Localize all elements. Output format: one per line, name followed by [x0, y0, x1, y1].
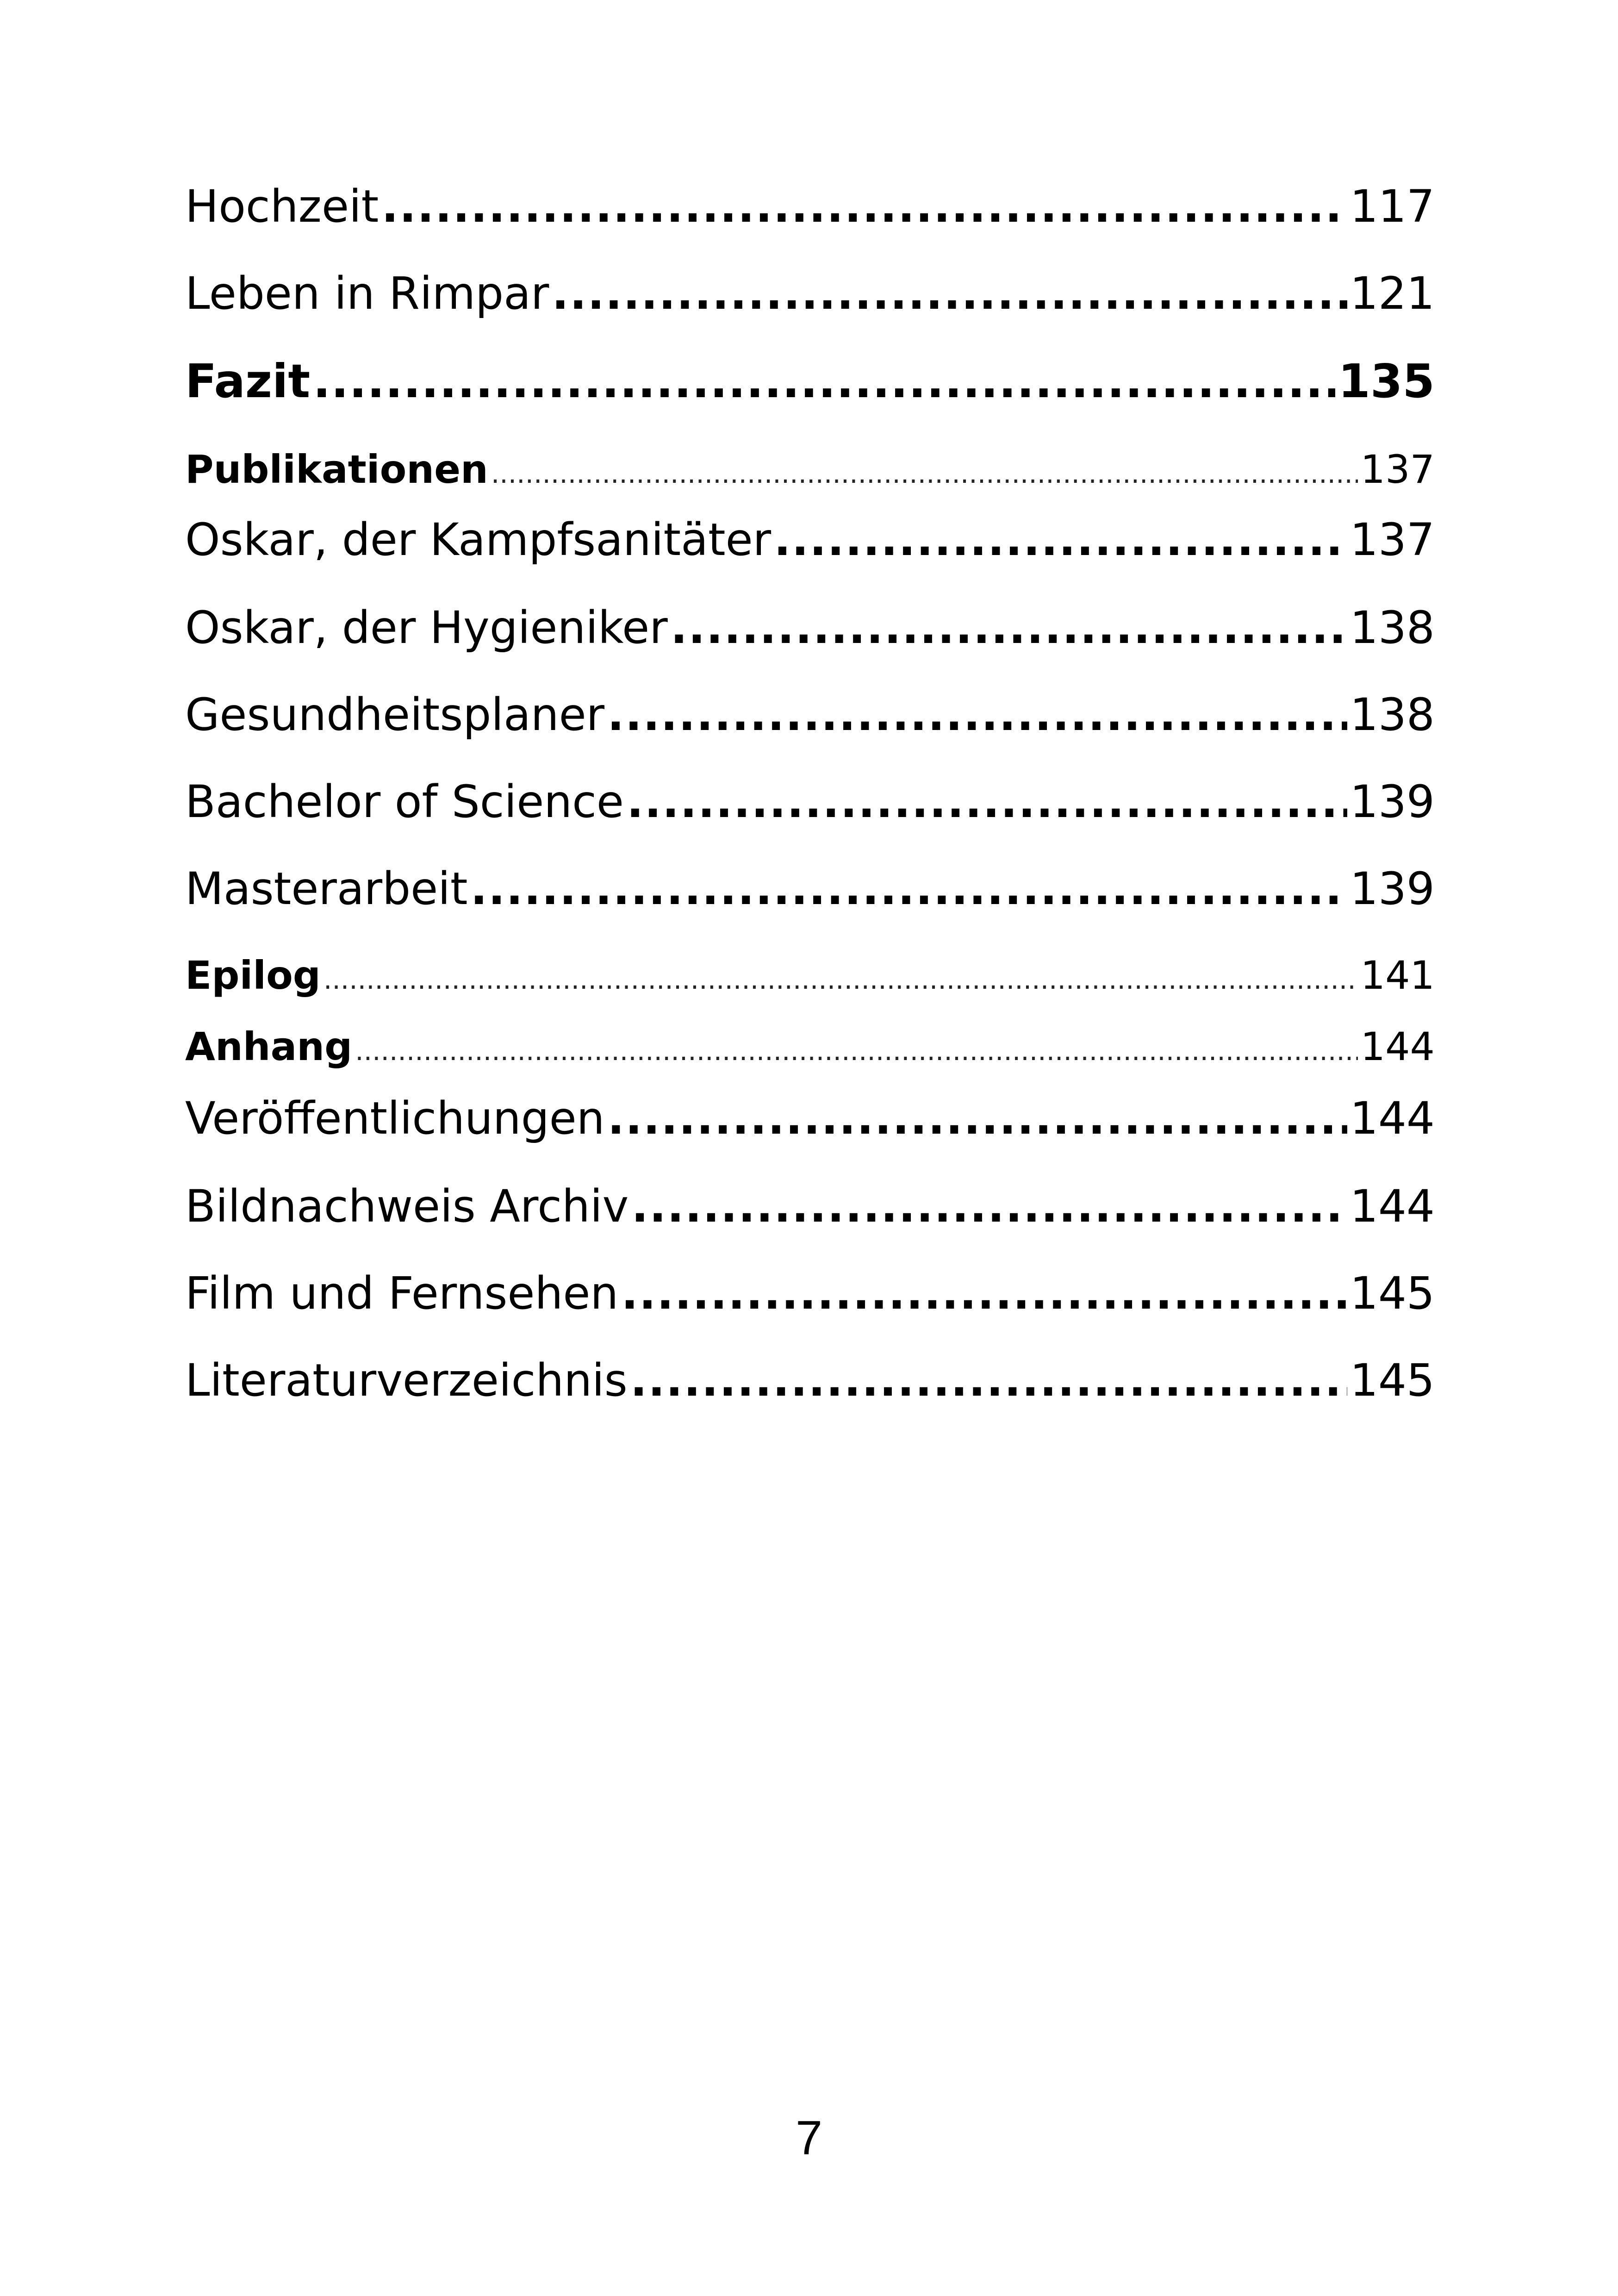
- toc-entry-page: 145: [1350, 1267, 1435, 1319]
- toc-entry-page: 121: [1350, 268, 1435, 319]
- toc-entry-label: Anhang: [185, 1024, 353, 1069]
- dot-leader: [324, 964, 1358, 995]
- toc-entry-label: Fazit: [185, 354, 311, 408]
- dot-leader: [621, 1267, 1347, 1319]
- toc-entry-page: 138: [1350, 602, 1435, 654]
- toc-entry-oskar-kampfsanitaeter[interactable]: [185, 514, 1435, 566]
- toc-entry-hochzeit[interactable]: [185, 181, 1435, 232]
- toc-entry-label: Epilog: [185, 953, 321, 998]
- toc-entry-label: Publikationen: [185, 447, 488, 492]
- toc-entry-anhang[interactable]: [185, 1024, 1435, 1069]
- toc-entry-page: 144: [1350, 1092, 1435, 1144]
- dot-leader: [491, 458, 1358, 489]
- toc-entry-label: Oskar, der Kampfsanitäter: [185, 514, 772, 566]
- toc-entry-page: 135: [1338, 354, 1435, 408]
- toc-entry-oskar-hygieniker[interactable]: [185, 602, 1435, 654]
- toc-entry-label: Bachelor of Science: [185, 776, 624, 828]
- toc-entry-epilog[interactable]: [185, 953, 1435, 998]
- dot-leader: [313, 354, 1335, 408]
- toc-entry-page: 139: [1350, 776, 1435, 828]
- toc-entry-page: 144: [1350, 1180, 1435, 1232]
- toc-entry-label: Oskar, der Hygieniker: [185, 602, 668, 654]
- dot-leader: [630, 1354, 1347, 1406]
- dot-leader: [774, 514, 1347, 566]
- toc-entry-page: 144: [1360, 1024, 1435, 1069]
- toc-entry-label: Leben in Rimpar: [185, 268, 549, 319]
- toc-entry-page: 138: [1350, 689, 1435, 741]
- toc-entry-bachelor-of-science[interactable]: [185, 776, 1435, 828]
- dot-leader: [627, 776, 1347, 828]
- dot-leader: [607, 689, 1347, 741]
- dot-leader: [470, 863, 1347, 915]
- toc-entry-gesundheitsplaner[interactable]: [185, 689, 1435, 741]
- toc-entry-masterarbeit[interactable]: [185, 863, 1435, 915]
- toc-entry-leben-in-rimpar[interactable]: [185, 268, 1435, 319]
- dot-leader: [671, 602, 1347, 654]
- toc-entry-veroeffentlichungen[interactable]: [185, 1092, 1435, 1144]
- toc-entry-label: Hochzeit: [185, 181, 379, 232]
- dot-leader: [552, 268, 1347, 319]
- toc-entry-label: Film und Fernsehen: [185, 1267, 619, 1319]
- toc-entry-publikationen[interactable]: [185, 447, 1435, 492]
- toc-entry-bildnachweis-archiv[interactable]: [185, 1180, 1435, 1232]
- toc-entry-label: Veröffentlichungen: [185, 1092, 605, 1144]
- toc-entry-label: Bildnachweis Archiv: [185, 1180, 629, 1232]
- toc-entry-page: 145: [1350, 1354, 1435, 1406]
- toc-entry-label: Masterarbeit: [185, 863, 468, 915]
- dot-leader: [631, 1180, 1347, 1232]
- toc-entry-fazit[interactable]: [185, 354, 1435, 408]
- toc-entry-label: Literaturverzeichnis: [185, 1354, 628, 1406]
- page-number: 7: [796, 2111, 822, 2165]
- toc-entry-page: 137: [1360, 447, 1435, 492]
- toc-entry-page: 117: [1350, 181, 1435, 232]
- dot-leader: [608, 1092, 1347, 1144]
- toc-entry-label: Gesundheitsplaner: [185, 689, 605, 741]
- dot-leader: [355, 1035, 1357, 1067]
- toc-entry-page: 137: [1350, 514, 1435, 566]
- dot-leader: [381, 181, 1347, 232]
- toc-entry-literaturverzeichnis[interactable]: [185, 1354, 1435, 1406]
- toc-entry-page: 139: [1350, 863, 1435, 915]
- toc-entry-film-und-fernsehen[interactable]: [185, 1267, 1435, 1319]
- toc-entry-page: 141: [1360, 953, 1435, 998]
